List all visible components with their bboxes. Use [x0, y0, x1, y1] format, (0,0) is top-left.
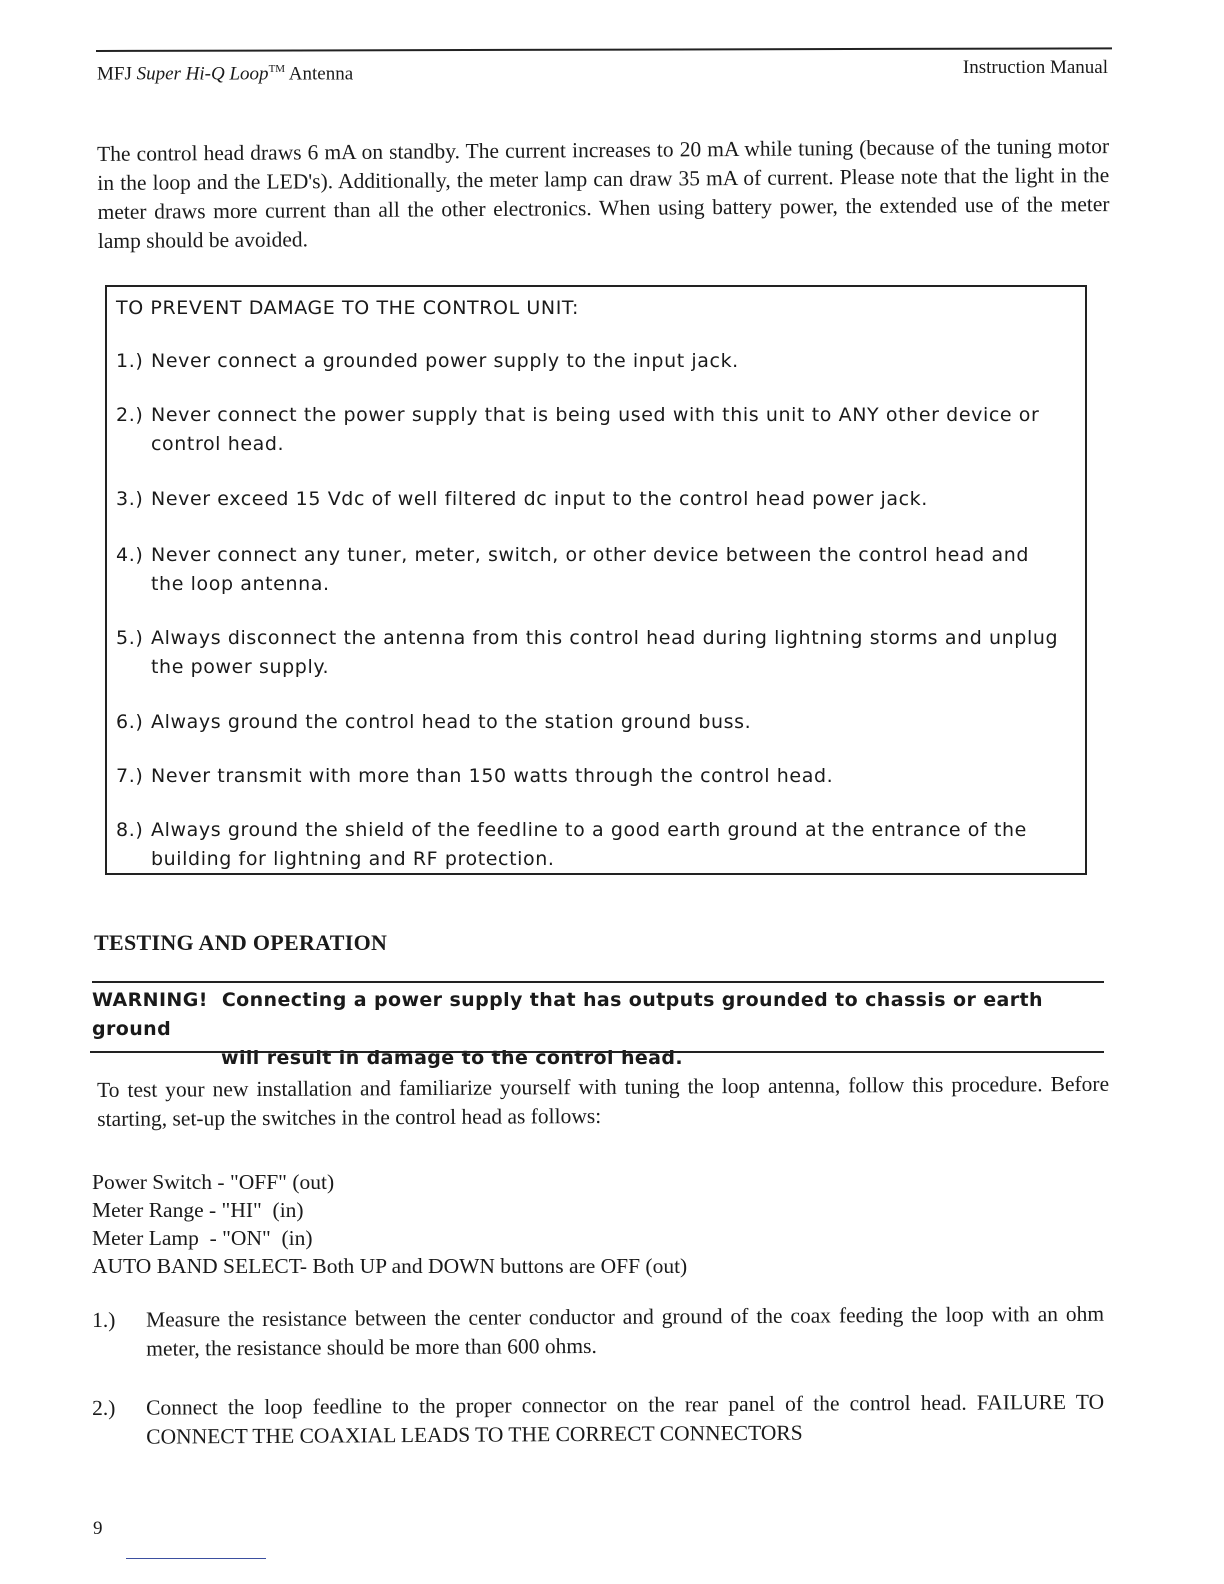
procedure-step	[92, 1300, 1104, 1364]
warning-item-text: Always disconnect the antenna from this control head during lightning storms and unplug	[151, 627, 1059, 649]
switch-setting: Power Switch - "OFF" (out)	[92, 1170, 335, 1194]
header-rule	[96, 47, 1112, 52]
procedure-step-text: Connect the loop feedline to the proper connector on the rear panel of the control head. FAILURE TO CONNECT THE COAXIAL LEADS TO THE CORRECT CONNECTORS	[146, 1389, 1105, 1449]
warning-item	[116, 762, 1078, 791]
warning-item-text: Never connect the power supply that is being used with this unit to ANY other device or	[151, 404, 1040, 426]
warning-item	[116, 624, 1078, 682]
procedure-step-text: Measure the resistance between the center conductor and ground of the coax feeding the loop with an ohm meter, the resistance should be more than 600 ohms.	[146, 1301, 1105, 1361]
damage-warning-box	[105, 285, 1087, 875]
warning-item-number: 1.)	[116, 350, 144, 372]
warning-item-continuation: the power supply.	[151, 656, 330, 678]
warning-strip-line1: Connecting a power supply that has outputs grounded to chassis or earth ground	[92, 989, 1043, 1040]
warning-item-number: 8.)	[116, 819, 144, 841]
switch-settings-list	[92, 1168, 687, 1280]
header-product-title	[97, 63, 353, 85]
warning-item	[116, 401, 1078, 459]
warning-strip-lead: WARNING!	[92, 989, 208, 1011]
header-brand: MFJ	[97, 63, 132, 85]
warning-strip-top-rule	[92, 981, 1104, 983]
warning-strip-bottom-rule	[90, 1051, 1104, 1053]
warning-item-number: 3.)	[116, 488, 144, 510]
switch-setting: Meter Lamp - "ON" (in)	[92, 1226, 313, 1250]
warning-box-title: TO PREVENT DAMAGE TO THE CONTROL UNIT:	[116, 297, 580, 319]
section-heading: TESTING AND OPERATION	[94, 930, 388, 955]
switch-setting: Meter Range - "HI" (in)	[92, 1198, 304, 1222]
warning-item-continuation: building for lightning and RF protection.	[151, 848, 555, 870]
warning-item-number: 5.)	[116, 627, 144, 649]
warning-item-text: Never connect any tuner, meter, switch, or other device between the control head and	[151, 544, 1030, 566]
warning-item-number: 7.)	[116, 765, 144, 787]
warning-item	[116, 347, 1078, 376]
test-paragraph: To test your new installation and familiarize yourself with tuning the loop antenna, follow this procedure. Before starting, set-up the switches in the control head as follows:	[97, 1071, 1110, 1131]
procedure-step	[92, 1388, 1104, 1452]
header-manual-title: Instruction Manual	[962, 57, 1108, 78]
warning-item-text: Never connect a grounded power supply to the input jack.	[151, 350, 739, 372]
warning-item-continuation: control head.	[151, 433, 285, 455]
footer-rule	[126, 1558, 266, 1559]
page-number: 9	[93, 1518, 103, 1539]
warning-item-number: 6.)	[116, 711, 144, 733]
warning-item-text: Never exceed 15 Vdc of well filtered dc input to the control head power jack.	[151, 488, 928, 510]
procedure-step-number: 2.)	[92, 1395, 116, 1420]
warning-item	[116, 708, 1078, 737]
warning-strip-line2: will result in damage to the control head.	[221, 1047, 683, 1069]
warning-item	[116, 816, 1078, 874]
warning-item-text: Always ground the shield of the feedline to a good earth ground at the entrance of the	[151, 819, 1027, 841]
warning-item	[116, 485, 1078, 514]
header-product-name: Super Hi-Q Loop	[136, 63, 269, 85]
warning-item-number: 2.)	[116, 404, 144, 426]
warning-item-text: Always ground the control head to the station ground buss.	[151, 711, 752, 733]
header-trademark: TM	[268, 63, 286, 75]
procedure-step-number: 1.)	[92, 1307, 116, 1332]
warning-item-continuation: the loop antenna.	[151, 573, 330, 595]
intro-paragraph: The control head draws 6 mA on standby. The current increases to 20 mA while tuning (because of the tuning motor in the loop and the LED's). Additionally, the meter lamp can draw 35 mA of current. Please note that the light in the meter draws more current than all the other electronics. When using battery power, the extended use of the meter lamp should be avoided.	[97, 134, 1110, 253]
header-suffix: Antenna	[288, 63, 354, 85]
warning-strip	[92, 986, 1104, 1073]
switch-setting: AUTO BAND SELECT- Both UP and DOWN buttons are OFF (out)	[92, 1254, 688, 1278]
warning-item-text: Never transmit with more than 150 watts through the control head.	[151, 765, 834, 787]
warning-item-number: 4.)	[116, 544, 144, 566]
warning-item	[116, 541, 1078, 599]
